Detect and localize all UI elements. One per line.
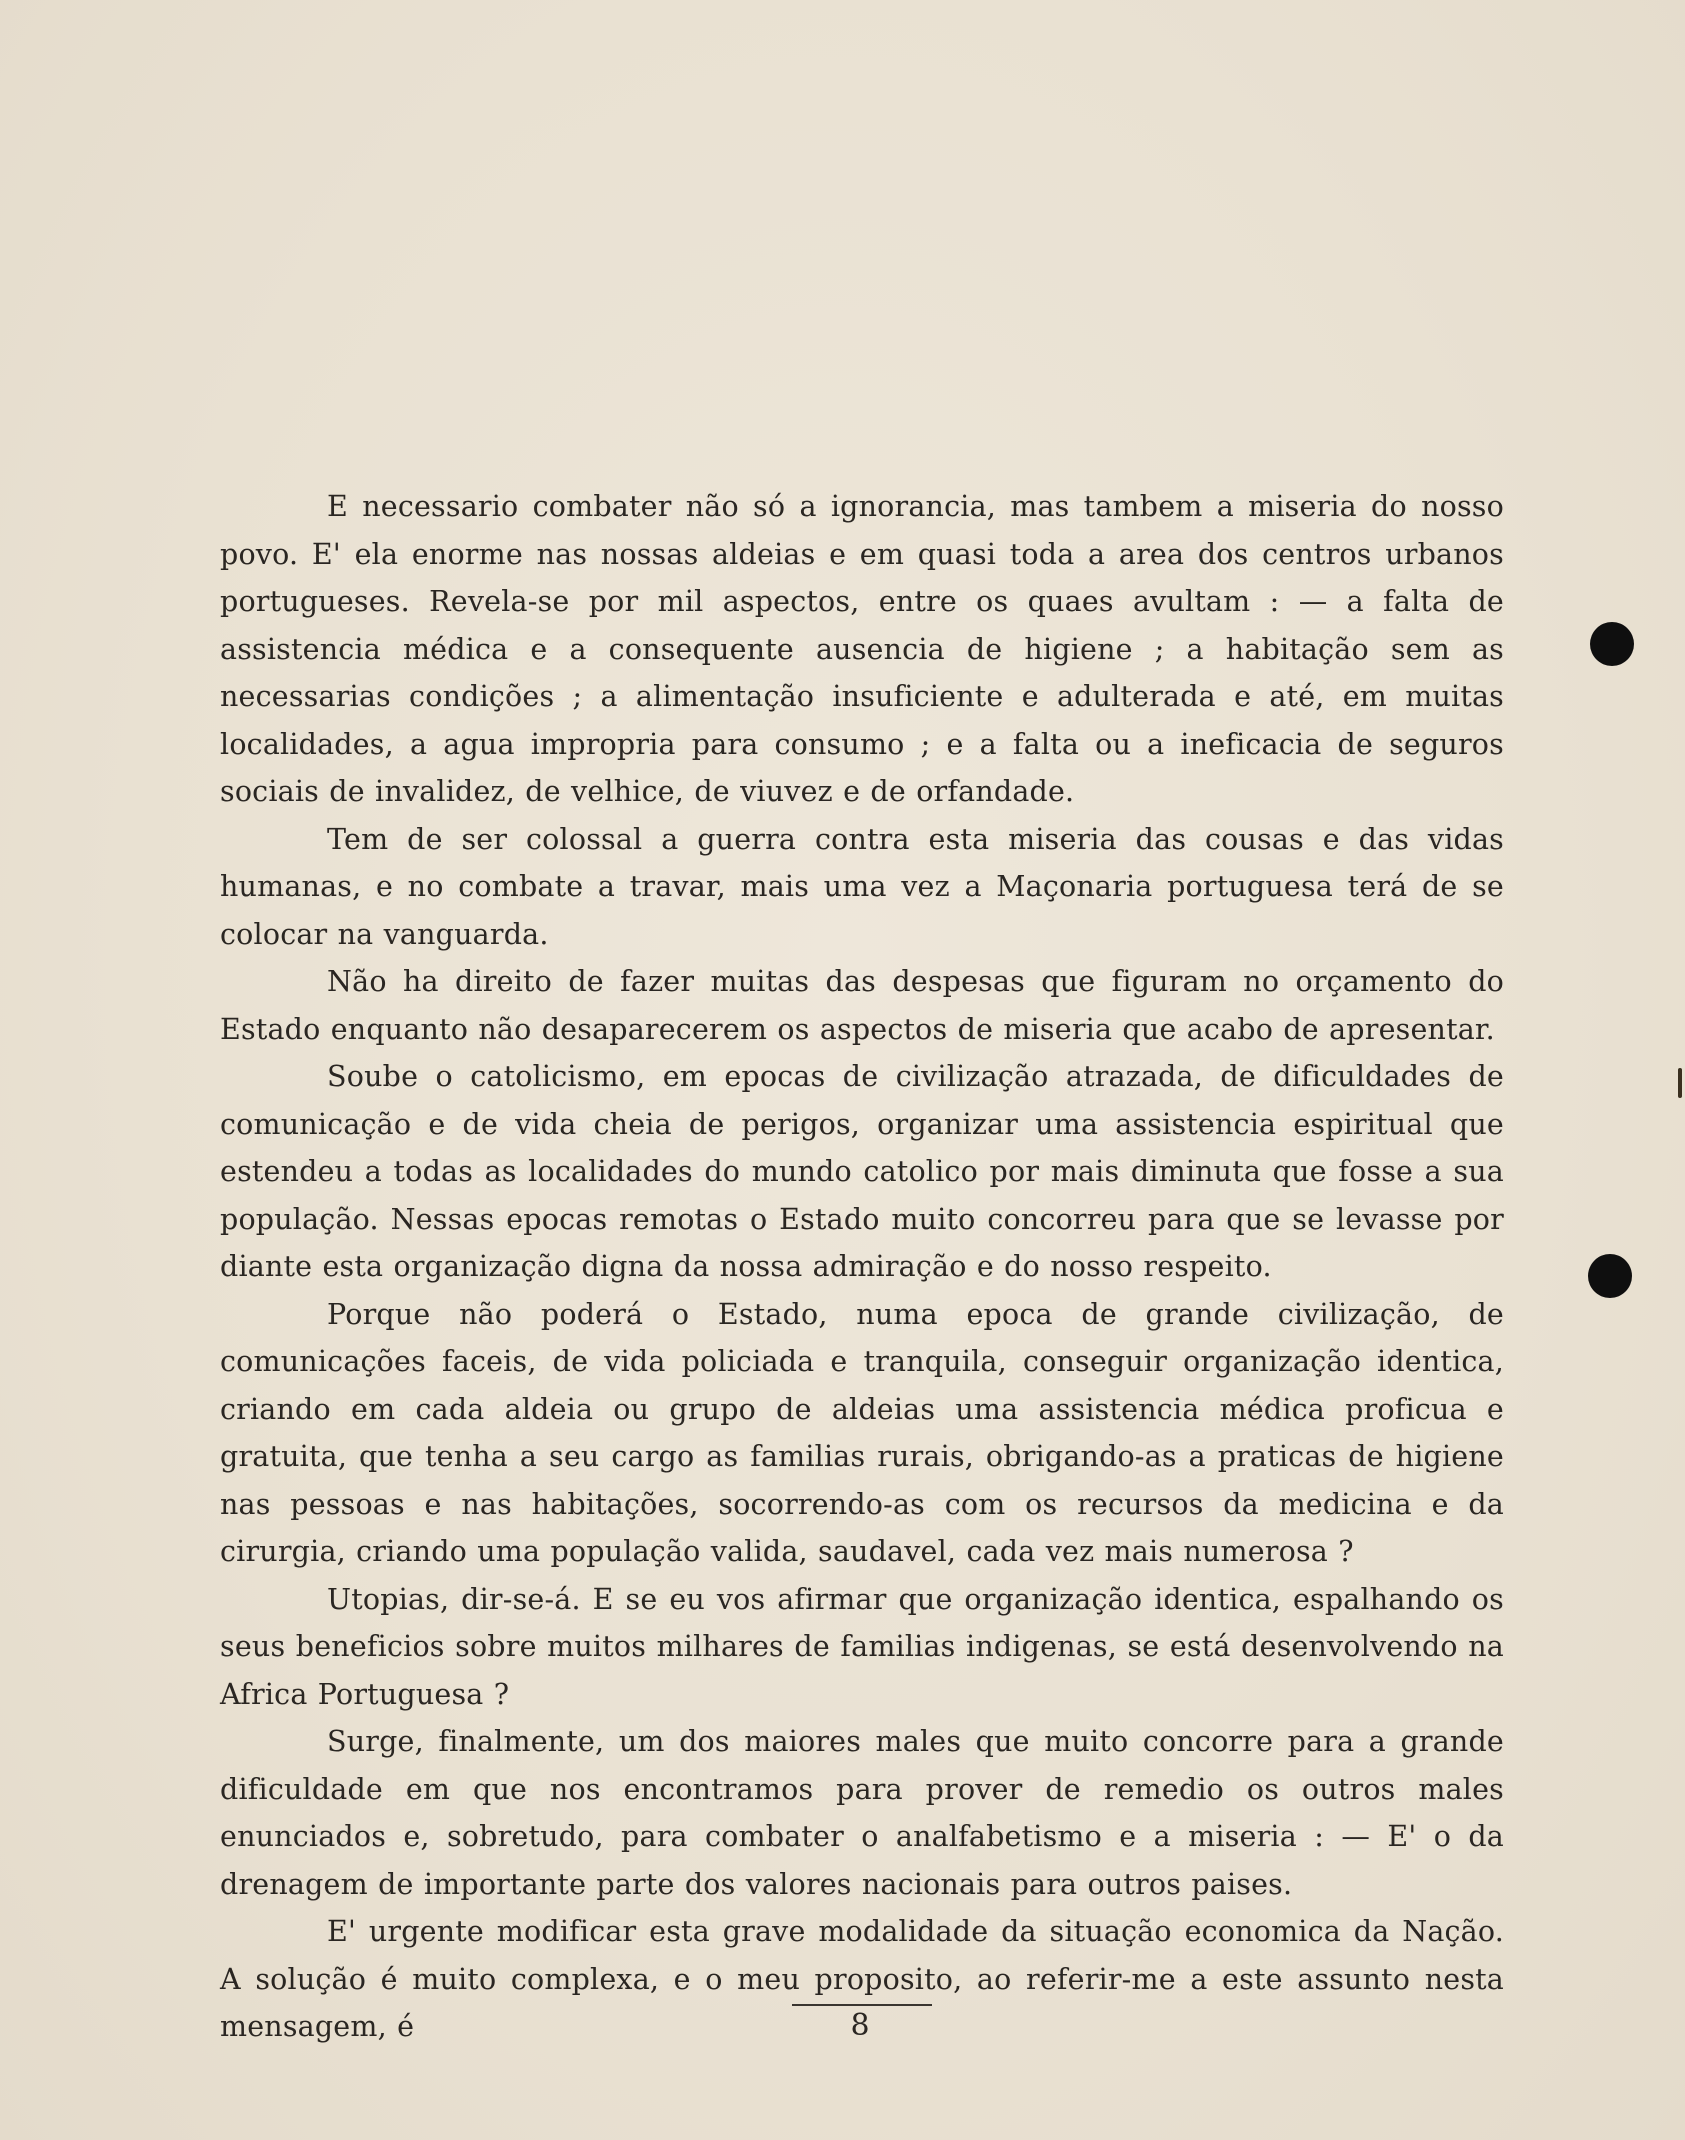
paragraph-drenagem-valores: Surge, finalmente, um dos maiores males que muito concorre para a grande dificuldade em que nos encontramos para prover de remedio os outros males enunciados e, sobretudo, para combater o analfabetismo e a miseria : — E' o da drenagem de importante parte dos valores nacionais para outros paises. [220,1725,1504,1901]
paragraph-despesas-orcamento: Não ha direito de fazer muitas das despesas que figuram no orçamento do Estado enquanto não desaparecerem os aspectos de miseria que acabo de apresentar. [220,965,1504,1046]
body-text [220,483,1504,2051]
page-number-rule [792,2004,932,2006]
edge-mark [1678,1068,1682,1098]
paragraph-assistencia-medica: Porque não poderá o Estado, numa epoca de grande civilização, de comunicações faceis, de vida policiada e tranquila, conseguir organização identica, criando em cada aldeia ou grupo de aldeias uma assistencia médica proficua e gratuita, que tenha a seu cargo as familias rurais, obrigando-as a praticas de higiene nas pessoas e nas habitações, socorrendo-as com os recursos da medicina e da cirurgia, criando uma população valida, saudavel, cada vez mais numerosa ? [220,1297,1504,1568]
page-number: 8 [850,2008,870,2043]
punch-hole-bottom [1588,1254,1632,1298]
paragraph-guerra-miseria: Tem de ser colossal a guerra contra esta miseria das cousas e das vidas humanas, e no combate a travar, mais uma vez a Maçonaria portuguesa terá de se colocar na vanguarda. [220,822,1504,951]
paragraph-catolicismo: Soube o catolicismo, em epocas de civilização atrazada, de dificuldades de comunicação e de vida cheia de perigos, organizar uma assistencia espiritual que estendeu a todas as localidades do mundo catolico por mais diminuta que fosse a sua população. Nessas epocas remotas o Estado muito concorreu para que se levasse por diante esta organização digna da nossa admiração e do nosso respeito. [220,1060,1504,1283]
paragraph-ignorancia-miseria: E necessario combater não só a ignorancia, mas tambem a miseria do nosso povo. E' ela enorme nas nossas aldeias e em quasi toda a area dos centros urbanos portugueses. Revela-se por mil aspectos, entre os quaes avultam : — a falta de assistencia médica e a consequente ausencia de higiene ; a habitação sem as necessarias condições ; a alimentação insuficiente e adulterada e até, em muitas localidades, a agua impropria para consumo ; e a falta ou a ineficacia de seguros sociais de invalidez, de velhice, de viuvez e de orfandade. [220,490,1504,808]
punch-hole-top [1590,622,1634,666]
paragraph-situacao-economica: E' urgente modificar esta grave modalidade da situação economica da Nação. A solução é muito complexa, e o meu proposito, ao referir-me a este assunto nesta mensagem, é [220,1915,1504,2043]
paragraph-utopias: Utopias, dir-se-á. E se eu vos afirmar que organização identica, espalhando os seus beneficios sobre muitos milhares de familias indigenas, se está desenvolvendo na Africa Portuguesa ? [220,1582,1504,1711]
